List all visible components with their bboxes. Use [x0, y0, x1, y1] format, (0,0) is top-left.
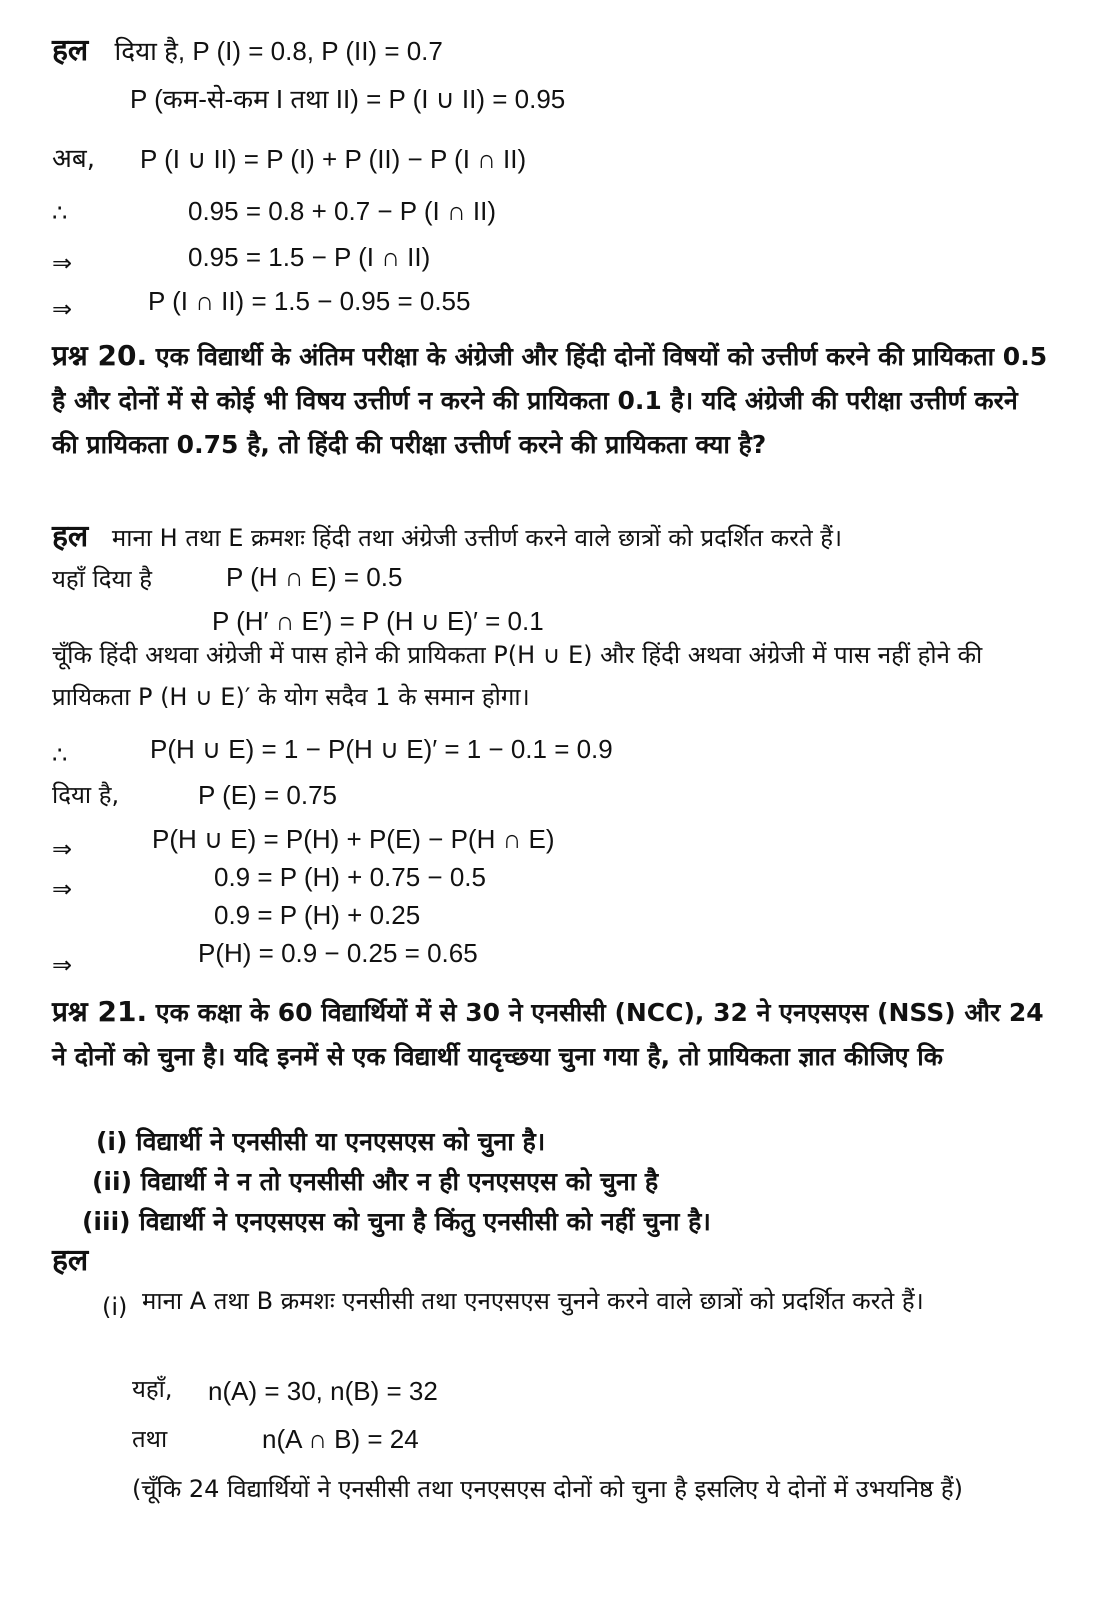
therefore-symbol: ∴: [52, 199, 68, 227]
equation-line: P (H′ ∩ E′) = P (H ∪ E)′ = 0.1: [212, 606, 544, 636]
question-label: प्रश्न 20.: [52, 339, 148, 372]
solution-label: हल: [52, 1243, 89, 1278]
equation-line: P (कम-से-कम I तथा II) = P (I ∪ II) = 0.95: [130, 84, 566, 114]
implies-symbol: ⇒: [52, 951, 73, 979]
equation-line: 0.9 = P (H) + 0.75 − 0.5: [214, 862, 486, 892]
question-21: [52, 990, 1052, 1079]
label-tatha: तथा: [132, 1425, 168, 1453]
solution-label: हल: [52, 519, 89, 554]
solution-label: हल: [52, 33, 89, 68]
sub-part-label: (i): [102, 1293, 128, 1321]
implies-symbol: ⇒: [52, 249, 73, 277]
equation-line: P (H ∩ E) = 0.5: [226, 562, 403, 592]
equation-line: P(H ∪ E) = 1 − P(H ∪ E)′ = 1 − 0.1 = 0.9: [150, 734, 613, 764]
equation-line: n(A) = 30, n(B) = 32: [208, 1376, 438, 1406]
solution-19-given-line: [52, 34, 443, 69]
equation-line: P(H) = 0.9 − 0.25 = 0.65: [198, 938, 478, 968]
label-yahan: यहाँ,: [132, 1375, 173, 1403]
solution-20-intro: [52, 520, 842, 555]
word-ab: अब,: [52, 144, 95, 174]
question-label: प्रश्न 21.: [52, 995, 148, 1028]
question-option-iii: (iii) विद्यार्थी ने एनएसएस को चुना है किंतु एनसीसी को नहीं चुना है।: [82, 1207, 711, 1236]
therefore-symbol: ∴: [52, 741, 68, 769]
solution-text: माना A तथा B क्रमशः एनसीसी तथा एनएसएस चुनने करने वाले छात्रों को प्रदर्शित करते हैं।: [142, 1287, 924, 1315]
given-values: दिया है, P (I) = 0.8, P (II) = 0.7: [114, 36, 443, 66]
solution-note: (चूँकि 24 विद्यार्थियों ने एनसीसी तथा एनएसएस दोनों को चुना है इसलिए ये दोनों में उभयनिष्ठ हैं): [132, 1475, 963, 1503]
label-yahan: यहाँ दिया है: [52, 565, 152, 593]
equation-line: P (I ∪ II) = P (I) + P (II) − P (I ∩ II): [140, 144, 527, 174]
question-20: [52, 334, 1052, 467]
equation-line: P (E) = 0.75: [198, 780, 337, 810]
equation-line: P (I ∩ II) = 1.5 − 0.95 = 0.55: [148, 286, 471, 316]
label-diya-hai: दिया है,: [52, 781, 120, 809]
equation-line: 0.95 = 1.5 − P (I ∩ II): [188, 242, 431, 272]
implies-symbol: ⇒: [52, 875, 73, 903]
equation-line: n(A ∩ B) = 24: [262, 1424, 419, 1454]
implies-symbol: ⇒: [52, 295, 73, 323]
question-option-i: (i) विद्यार्थी ने एनसीसी या एनएसएस को चुना है।: [96, 1127, 546, 1156]
equation-line: [52, 142, 95, 176]
question-text: एक विद्यार्थी के अंतिम परीक्षा के अंग्रेजी और हिंदी दोनों विषयों को उत्तीर्ण करने की प्रायिकता 0.5 है और दोनों में से कोई भी विषय उत्तीर्ण न करने की प्रायिकता 0.1 है। यदि अंग्रेजी की परीक्षा उत्तीर्ण करने की प्रायिकता 0.75 है, तो हिंदी की परीक्षा उत्तीर्ण करने की प्रायिकता क्या है?: [52, 342, 1048, 459]
question-option-ii: (ii) विद्यार्थी ने न तो एनसीसी और न ही एनएसएस को चुना है: [92, 1167, 659, 1196]
solution-text: माना H तथा E क्रमशः हिंदी तथा अंग्रेजी उत्तीर्ण करने वाले छात्रों को प्रदर्शित करते हैं।: [111, 524, 843, 552]
equation-line: 0.9 = P (H) + 0.25: [214, 900, 421, 930]
question-text: एक कक्षा के 60 विद्यार्थियों में से 30 ने एनसीसी (NCC), 32 ने एनएसएस (NSS) और 24 ने दोनों को चुना है। यदि इनमें से एक विद्यार्थी यादृच्छया चुना गया है, तो प्रायिकता ज्ञात कीजिए कि: [52, 998, 1044, 1071]
equation-line: 0.95 = 0.8 + 0.7 − P (I ∩ II): [188, 196, 497, 226]
equation-line: P(H ∪ E) = P(H) + P(E) − P(H ∩ E): [152, 824, 555, 854]
implies-symbol: ⇒: [52, 835, 73, 863]
solution-paragraph: चूँकि हिंदी अथवा अंग्रेजी में पास होने की प्रायिकता P(H ∪ E) और हिंदी अथवा अंग्रेजी में पास नहीं होने की प्रायिकता P (H ∪ E)′ के योग सदैव 1 के समान होगा।: [52, 641, 983, 711]
